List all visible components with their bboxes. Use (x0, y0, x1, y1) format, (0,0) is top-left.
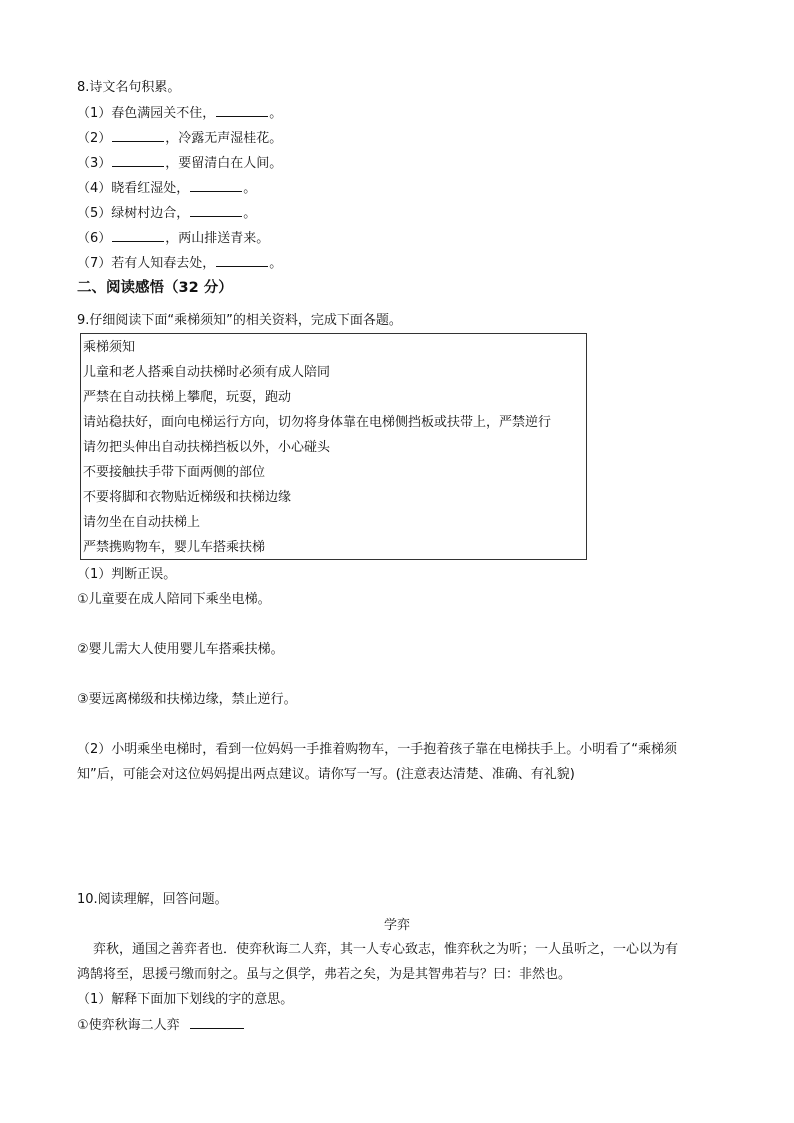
answer-blank[interactable] (216, 254, 268, 267)
item-text-before: 若有人知春去处， (111, 256, 216, 271)
notice-line: 不要将脚和衣物贴近梯级和扶梯边缘 (83, 490, 292, 505)
q10-sub1: （1）解释下面加下划线的字的意思。 (77, 992, 294, 1007)
answer-blank[interactable] (112, 129, 164, 142)
item-number: （4） (77, 181, 112, 196)
judge-item: ①儿童要在成人陪同下乘坐电梯。 (77, 592, 271, 607)
item-text-after: 。 (269, 256, 283, 271)
q8-item-3 (77, 154, 282, 173)
q10-item-1 (77, 1016, 245, 1035)
q10-title: 10.阅读理解，回答问题。 (77, 892, 228, 907)
notice-line: 请站稳扶好，面向电梯运行方向，切勿将身体靠在电梯侧挡板或扶带上，严禁逆行 (83, 415, 552, 430)
answer-blank[interactable] (190, 1016, 244, 1029)
item-text-after: 。 (269, 106, 283, 121)
q9-title: 9.仔细阅读下面“乘梯须知”的相关资料，完成下面各题。 (77, 313, 402, 328)
notice-line: 儿童和老人搭乘自动扶梯时必须有成人陪同 (83, 365, 331, 380)
notice-line: 严禁携购物车，婴儿车搭乘扶梯 (83, 540, 266, 555)
item-number: （5） (77, 206, 112, 221)
answer-blank[interactable] (112, 154, 164, 167)
item-text-before: 晓看红湿处， (111, 181, 190, 196)
judge-item: ②婴儿需大人使用婴儿车搭乘扶梯。 (77, 642, 284, 657)
q8-item-6 (77, 229, 269, 248)
answer-blank[interactable] (190, 204, 242, 217)
notice-line: 请勿坐在自动扶梯上 (83, 515, 201, 530)
item-number: （2） (77, 131, 112, 146)
item-text: ①使弈秋诲二人弈 (77, 1018, 180, 1033)
notice-line: 请勿把头伸出自动扶梯挡板以外，小心碰头 (83, 440, 331, 455)
passage-title: 学弈 (383, 918, 410, 933)
item-text-after: 。 (243, 181, 257, 196)
judge-item: ③要远离梯级和扶梯边缘，禁止逆行。 (77, 692, 297, 707)
item-text-after: 。 (243, 206, 257, 221)
item-number: （7） (77, 256, 112, 271)
answer-blank[interactable] (112, 229, 164, 242)
answer-blank[interactable] (190, 179, 242, 192)
item-text-after: ，两山排送青来。 (165, 231, 270, 246)
notice-line: 不要接触扶手带下面两侧的部位 (83, 465, 266, 480)
notice-line-title: 乘梯须知 (83, 340, 136, 355)
passage-line: 弈秋，通国之善弈者也．使弈秋诲二人弈，其一人专心致志，惟弈秋之为听；一人虽听之，一心以为有 (93, 942, 679, 957)
q8-item-1 (77, 104, 282, 123)
item-text-before: 春色满园关不住， (111, 106, 216, 121)
q9-sub2-line2: 知”后，可能会对这位妈妈提出两点建议。请你写一写。(注意表达清楚、准确、有礼貌) (77, 767, 575, 782)
q8-item-2 (77, 129, 282, 148)
item-text-after: ，要留清白在人间。 (165, 156, 283, 171)
item-number: （1） (77, 106, 112, 121)
q8-item-4 (77, 179, 256, 198)
q8-item-7 (77, 254, 282, 273)
answer-blank[interactable] (216, 104, 268, 117)
item-number: （6） (77, 231, 112, 246)
q8-title: 8.诗文名句积累。 (77, 80, 181, 95)
q9-sub2-line1: （2）小明乘坐电梯时，看到一位妈妈一手推着购物车，一手抱着孩子靠在电梯扶手上。小明看了“乘梯须 (77, 742, 678, 757)
item-text-after: ，冷露无声湿桂花。 (165, 131, 283, 146)
q8-item-5 (77, 204, 256, 223)
passage-line: 鸿鹄将至，思援弓缴而射之。虽与之俱学，弗若之矣，为是其智弗若与？曰：非然也。 (77, 967, 572, 982)
section-heading: 二、阅读感悟（32 分） (77, 280, 233, 296)
item-number: （3） (77, 156, 112, 171)
q9-sub1: （1）判断正误。 (77, 567, 177, 582)
notice-line: 严禁在自动扶梯上攀爬，玩耍，跑动 (83, 390, 292, 405)
item-text-before: 绿树村边合， (111, 206, 190, 221)
